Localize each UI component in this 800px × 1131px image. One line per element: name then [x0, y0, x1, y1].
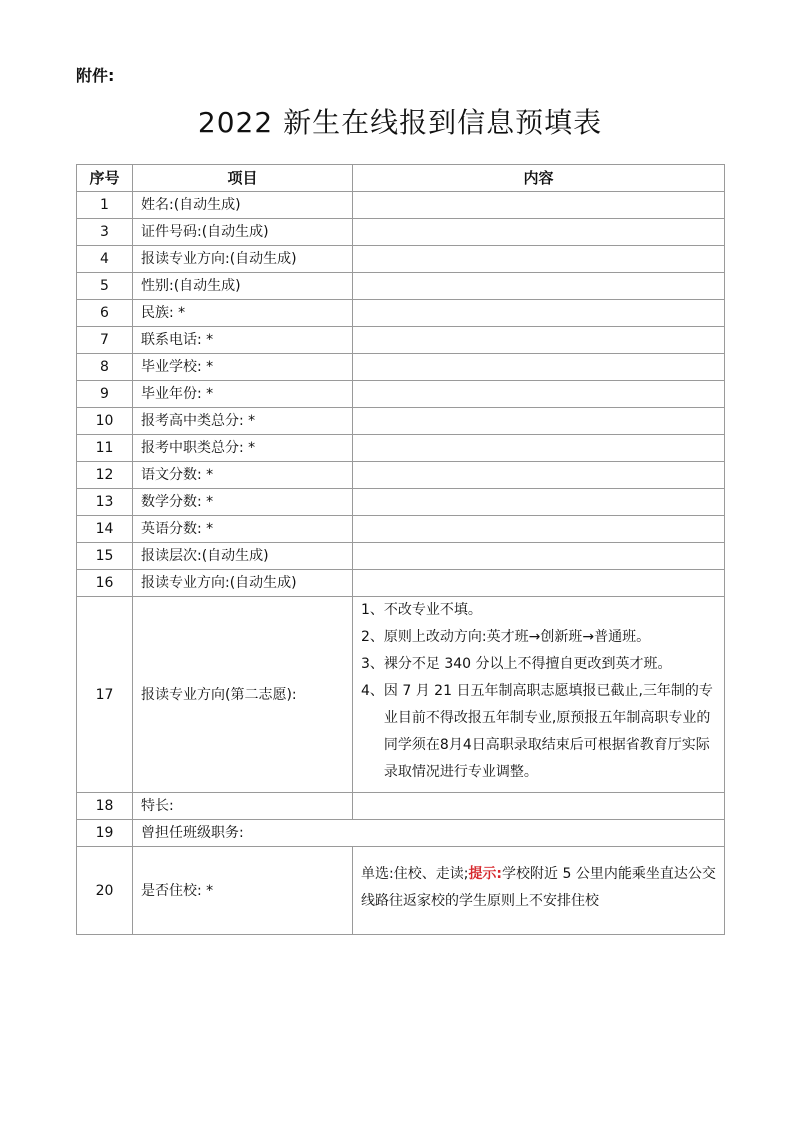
table-row — [77, 516, 725, 543]
row-content-cell[interactable] — [353, 435, 725, 462]
table-row — [77, 381, 725, 408]
row-content-cell[interactable] — [353, 300, 725, 327]
row-item: 毕业年份: * — [133, 381, 353, 408]
row-content-cell[interactable] — [353, 219, 725, 246]
row-number: 7 — [77, 327, 133, 354]
header-content: 内容 — [353, 165, 725, 192]
note-text: 因 7 月 21 日五年制高职志愿填报已截止,三年制的专业目前不得改报五年制专业,原预报五年制高职专业的同学须在8月4日高职录取结束后可根据省教育厅实际录取情况进行专业调整。 — [383, 683, 713, 780]
note-item — [361, 651, 716, 678]
note-text: 不改专业不填。 — [383, 602, 482, 618]
row-content-cell[interactable] — [353, 408, 725, 435]
row-item: 曾担任班级职务: — [133, 820, 725, 847]
note-item — [361, 678, 716, 786]
table-row — [77, 820, 725, 847]
row-number: 19 — [77, 820, 133, 847]
row-number: 4 — [77, 246, 133, 273]
table-row — [77, 435, 725, 462]
table-row — [77, 570, 725, 597]
row-content-cell[interactable] — [353, 381, 725, 408]
row-item: 特长: — [133, 793, 353, 820]
second-choice-notes[interactable] — [353, 597, 725, 793]
row-content-cell[interactable] — [353, 192, 725, 219]
table-row — [77, 273, 725, 300]
table-row — [77, 300, 725, 327]
row-content-cell[interactable] — [353, 793, 725, 820]
row-item: 证件号码:(自动生成) — [133, 219, 353, 246]
table-row — [77, 408, 725, 435]
row-number: 5 — [77, 273, 133, 300]
table-row — [77, 543, 725, 570]
table-row — [77, 219, 725, 246]
note-item — [361, 597, 716, 624]
row-number: 16 — [77, 570, 133, 597]
row-item: 报读层次:(自动生成) — [133, 543, 353, 570]
row-content-cell[interactable] — [353, 462, 725, 489]
row-content-cell[interactable] — [353, 489, 725, 516]
table-row — [77, 462, 725, 489]
row-item: 姓名:(自动生成) — [133, 192, 353, 219]
page-title: 2022 新生在线报到信息预填表 — [197, 106, 603, 139]
row-item: 报考中职类总分: * — [133, 435, 353, 462]
row-number: 14 — [77, 516, 133, 543]
row-number: 9 — [77, 381, 133, 408]
registration-form-table — [76, 164, 725, 935]
row-item: 语文分数: * — [133, 462, 353, 489]
hint-label: 提示: — [468, 865, 503, 882]
note-index: 1、 — [361, 602, 384, 618]
row-number: 13 — [77, 489, 133, 516]
row-content-cell[interactable] — [353, 354, 725, 381]
boarding-content[interactable] — [353, 847, 725, 935]
row-number: 8 — [77, 354, 133, 381]
row-item: 报读专业方向:(自动生成) — [133, 246, 353, 273]
row-number: 3 — [77, 219, 133, 246]
note-index: 4、 — [361, 683, 384, 699]
row-number: 12 — [77, 462, 133, 489]
row-content-cell[interactable] — [353, 246, 725, 273]
boarding-hint — [361, 861, 716, 915]
table-row — [77, 327, 725, 354]
table-row — [77, 354, 725, 381]
row-item: 数学分数: * — [133, 489, 353, 516]
note-index: 3、 — [361, 656, 384, 672]
header-no: 序号 — [77, 165, 133, 192]
row-content-cell[interactable] — [353, 543, 725, 570]
table-row — [77, 192, 725, 219]
row-item: 联系电话: * — [133, 327, 353, 354]
row-number: 6 — [77, 300, 133, 327]
row-content-cell[interactable] — [353, 273, 725, 300]
row-item: 民族: * — [133, 300, 353, 327]
row-number: 18 — [77, 793, 133, 820]
boarding-options: 单选:住校、走读; — [361, 865, 469, 882]
row-item: 是否住校: * — [133, 847, 353, 935]
table-row-second-choice — [77, 597, 725, 793]
attachment-label: 附件: — [76, 66, 115, 85]
note-text: 裸分不足 340 分以上不得擅自更改到英才班。 — [383, 656, 672, 672]
row-number: 17 — [77, 597, 133, 793]
row-number: 20 — [77, 847, 133, 935]
row-content-cell[interactable] — [353, 327, 725, 354]
row-item: 性别:(自动生成) — [133, 273, 353, 300]
table-row-boarding — [77, 847, 725, 935]
row-number: 11 — [77, 435, 133, 462]
row-item: 报读专业方向(第二志愿): — [133, 597, 353, 793]
row-number: 1 — [77, 192, 133, 219]
note-text: 原则上改动方向:英才班→创新班→普通班。 — [383, 629, 651, 645]
row-item: 报考高中类总分: * — [133, 408, 353, 435]
row-content-cell[interactable] — [353, 516, 725, 543]
header-item: 项目 — [133, 165, 353, 192]
row-item: 毕业学校: * — [133, 354, 353, 381]
row-content-cell[interactable] — [353, 570, 725, 597]
table-header-row — [77, 165, 725, 192]
note-item — [361, 624, 716, 651]
row-item: 报读专业方向:(自动生成) — [133, 570, 353, 597]
note-index: 2、 — [361, 629, 384, 645]
hint-text: 学校附近 5 公里内能乘坐直达公交线路往返家校的学生原则上不安排住校 — [361, 865, 716, 909]
row-number: 10 — [77, 408, 133, 435]
table-row — [77, 489, 725, 516]
table-row — [77, 793, 725, 820]
table-row — [77, 246, 725, 273]
row-number: 15 — [77, 543, 133, 570]
row-item: 英语分数: * — [133, 516, 353, 543]
